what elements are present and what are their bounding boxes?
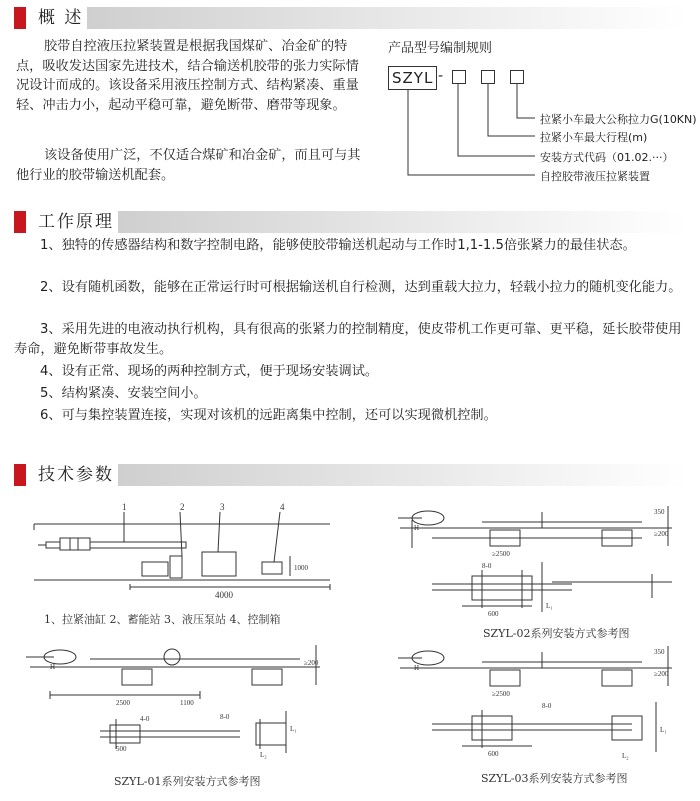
dim-l1: L₁ [660, 726, 667, 734]
dim-4-0: 4-0 [140, 715, 150, 723]
szyl-02-drawing [392, 500, 682, 620]
model-rule-title: 产品型号编制规则 [388, 41, 493, 56]
fig2-caption: SZYL-02系列安装方式参考图 [483, 627, 630, 640]
overview-title: 概 述 [38, 8, 84, 28]
header-gradient [118, 464, 686, 486]
dim-l2: L₂ [622, 752, 629, 760]
principle-item-2: 2、设有随机函数，能够在正常运行时可根据输送机自行检测，达到重载大拉力，轻载小拉力的随机变化能力。 [40, 280, 682, 295]
section-marker [14, 211, 26, 233]
principle-title: 工作原理 [38, 212, 114, 232]
fig4-caption: SZYL-03系列安装方式参考图 [481, 772, 628, 785]
header-gradient [118, 211, 686, 233]
dim-8-0: 8-0 [482, 562, 492, 570]
dim-height: 1000 [294, 564, 308, 572]
dim-600: 600 [488, 610, 499, 618]
fig3-caption: SZYL-01系列安装方式参考图 [114, 775, 261, 788]
rule-label-stroke: 拉紧小车最大行程(m) [540, 131, 648, 144]
principle-header [14, 211, 686, 233]
principle-item-6: 6、可与集控装置连接，实现对该机的远距离集中控制，还可以实现微机控制。 [40, 408, 497, 423]
dim-8-0: 8-0 [542, 702, 552, 710]
callout-4: 4 [280, 502, 285, 512]
rule-label-install: 安装方式代码（01.02.···） [540, 151, 674, 164]
principle-item-3: 3、采用先进的电液动执行机构，具有很高的张紧力的控制精度，使皮带机工作更可靠、更平稳，延长胶带使用寿命，避免断带事故发生。 [14, 322, 682, 357]
overview-paragraph-2: 该设备使用广泛，不仅适合煤矿和冶金矿，而且可与其他行业的胶带输送机配套。 [16, 148, 361, 183]
dim-min-200: ≥200 [654, 670, 669, 678]
tech-title: 技术参数 [38, 465, 114, 485]
dim-8-0: 8-0 [220, 713, 230, 721]
model-dash: - [438, 68, 444, 84]
rule-label-force: 拉紧小车最大公称拉力G(10KN) [540, 113, 697, 126]
tech-header [14, 464, 686, 486]
dim-min-200: ≥200 [654, 530, 669, 538]
dim-600: 600 [488, 750, 499, 758]
overview-paragraph-1: 胶带自控液压拉紧装置是根据我国煤矿、冶金矿的特点，吸收发达国家先进技术，结合输送机胶带的张力实际情况设计而成的。该设备采用液压控制方式、结构紧凑、重量轻、冲击力小，起动平稳可靠，避免断带、磨带等现象。 [16, 39, 359, 113]
dim-length: 4000 [215, 590, 233, 600]
dim-500: 500 [116, 745, 127, 753]
dim-350: 350 [654, 648, 665, 656]
szyl-01-drawing [20, 635, 340, 765]
dim-2500: 2500 [116, 699, 130, 707]
rule-label-device: 自控胶带液压拉紧装置 [540, 170, 650, 183]
principle-item-4: 4、设有正常、现场的两种控制方式，便于现场安装调试。 [40, 364, 379, 379]
dim-1100: 1100 [180, 699, 194, 707]
dim-350: 350 [654, 508, 665, 516]
section-marker [14, 464, 26, 486]
component-layout-drawing [30, 500, 340, 610]
callout-2: 2 [180, 502, 185, 512]
model-code-box: SZYL [388, 66, 437, 90]
dim-h: H [50, 663, 56, 671]
szyl-03-drawing [392, 640, 682, 765]
dim-l1: L₁ [546, 602, 553, 610]
principle-item-1: 1、独特的传感器结构和数字控制电路，能够使胶带输送机起动与工作时1,1-1.5倍张紧力的最佳状态。 [40, 238, 636, 253]
dim-l2: L₂ [260, 751, 267, 759]
callout-3: 3 [220, 502, 225, 512]
dim-min-200: ≥200 [304, 659, 319, 667]
dim-h: H [414, 524, 420, 532]
callout-1: 1 [122, 502, 127, 512]
principle-item-5: 5、结构紧凑、安装空间小。 [40, 386, 207, 401]
fig1-caption: 1、拉紧油缸 2、蓄能站 3、液压泵站 4、控制箱 [44, 613, 281, 626]
dim-l1: L₁ [290, 725, 297, 733]
dim-h: H [414, 664, 420, 672]
dim-min-2500: ≥2500 [492, 690, 510, 698]
dim-min-2500: ≥2500 [492, 550, 510, 558]
